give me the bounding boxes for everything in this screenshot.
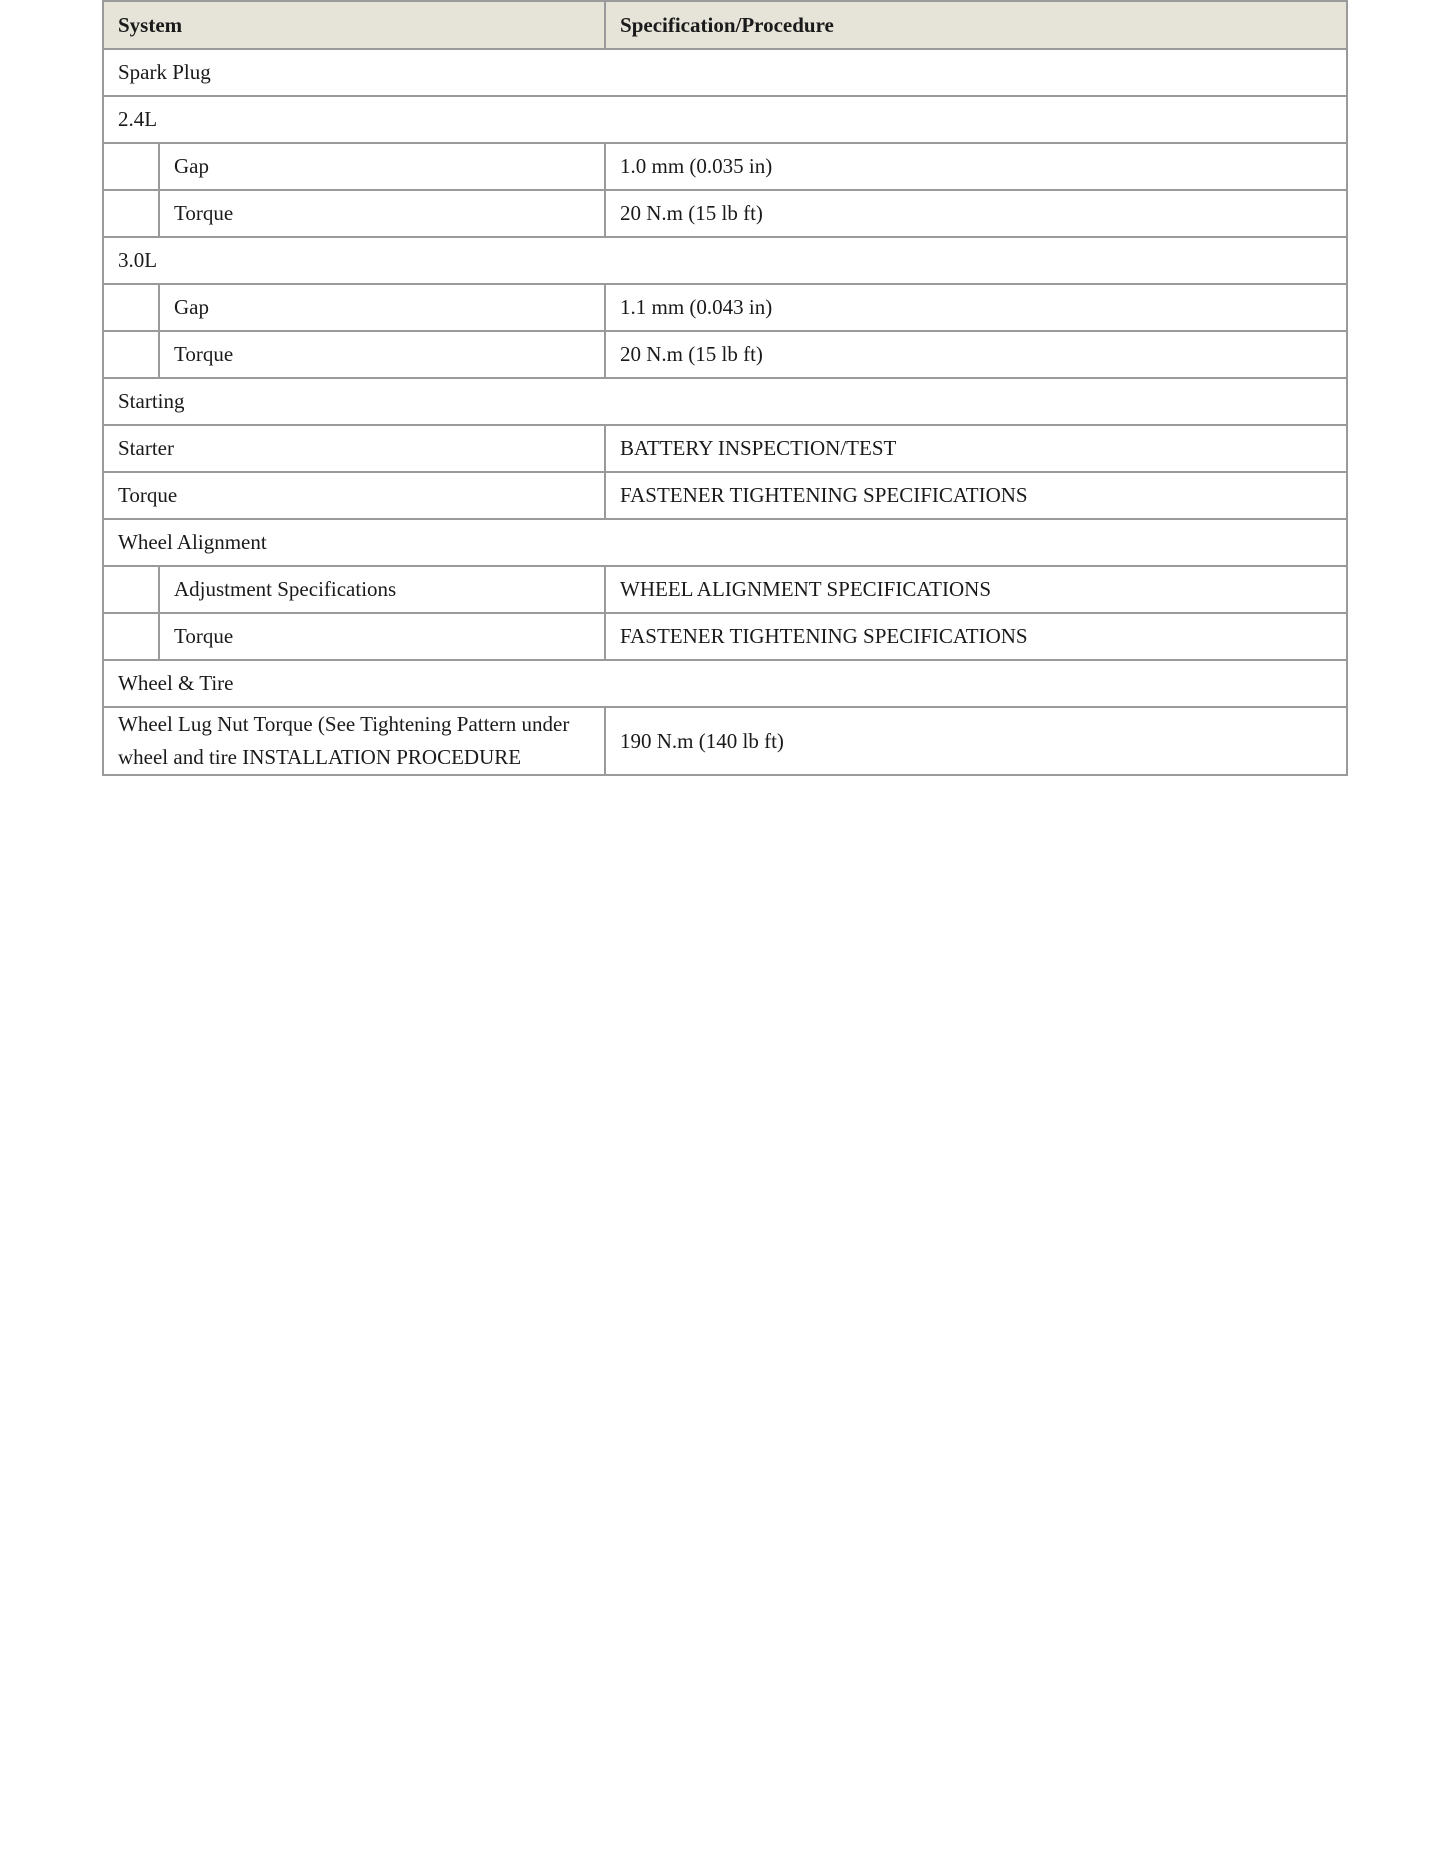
item-value-adjustment: WHEEL ALIGNMENT SPECIFICATIONS xyxy=(605,566,1347,613)
item-value-torque-alignment: FASTENER TIGHTENING SPECIFICATIONS xyxy=(605,613,1347,660)
item-label-starter: Starter xyxy=(103,425,605,472)
header-system: System xyxy=(103,1,605,49)
section-row-wheel-alignment xyxy=(103,519,1347,566)
section-title-wheel-tire: Wheel & Tire xyxy=(103,660,1347,707)
section-title-spark-plug: Spark Plug xyxy=(103,49,1347,96)
indent-cell xyxy=(103,566,159,613)
item-label-gap-2-4l: Gap xyxy=(159,143,605,190)
section-title-wheel-alignment: Wheel Alignment xyxy=(103,519,1347,566)
item-value-starter: BATTERY INSPECTION/TEST xyxy=(605,425,1347,472)
table-row xyxy=(103,566,1347,613)
table-header-row xyxy=(103,1,1347,49)
indent-cell xyxy=(103,284,159,331)
item-value-gap-3-0l: 1.1 mm (0.043 in) xyxy=(605,284,1347,331)
item-label-torque-starting: Torque xyxy=(103,472,605,519)
subsection-title-2-4l: 2.4L xyxy=(103,96,1347,143)
table-row xyxy=(103,425,1347,472)
table-row xyxy=(103,613,1347,660)
subsection-title-3-0l: 3.0L xyxy=(103,237,1347,284)
subsection-row-3-0l xyxy=(103,237,1347,284)
subsection-row-2-4l xyxy=(103,96,1347,143)
indent-cell xyxy=(103,331,159,378)
section-row-starting xyxy=(103,378,1347,425)
indent-cell xyxy=(103,190,159,237)
item-value-gap-2-4l: 1.0 mm (0.035 in) xyxy=(605,143,1347,190)
indent-cell xyxy=(103,143,159,190)
item-value-torque-2-4l: 20 N.m (15 lb ft) xyxy=(605,190,1347,237)
table-row xyxy=(103,190,1347,237)
table-row xyxy=(103,284,1347,331)
table-row xyxy=(103,331,1347,378)
header-specification: Specification/Procedure xyxy=(605,1,1347,49)
item-label-torque-2-4l: Torque xyxy=(159,190,605,237)
item-value-torque-3-0l: 20 N.m (15 lb ft) xyxy=(605,331,1347,378)
indent-cell xyxy=(103,613,159,660)
item-value-torque-starting: FASTENER TIGHTENING SPECIFICATIONS xyxy=(605,472,1347,519)
section-title-starting: Starting xyxy=(103,378,1347,425)
table-row xyxy=(103,707,1347,775)
item-label-torque-alignment: Torque xyxy=(159,613,605,660)
section-row-wheel-tire xyxy=(103,660,1347,707)
specification-table xyxy=(102,0,1348,776)
section-row-spark-plug xyxy=(103,49,1347,96)
item-value-lug-nut-torque: 190 N.m (140 lb ft) xyxy=(605,707,1347,775)
table-row xyxy=(103,143,1347,190)
item-label-adjustment: Adjustment Specifications xyxy=(159,566,605,613)
table-row xyxy=(103,472,1347,519)
item-label-torque-3-0l: Torque xyxy=(159,331,605,378)
item-label-lug-nut-torque: Wheel Lug Nut Torque (See Tightening Pattern under wheel and tire INSTALLATION PROCEDURE xyxy=(103,707,605,775)
item-label-gap-3-0l: Gap xyxy=(159,284,605,331)
